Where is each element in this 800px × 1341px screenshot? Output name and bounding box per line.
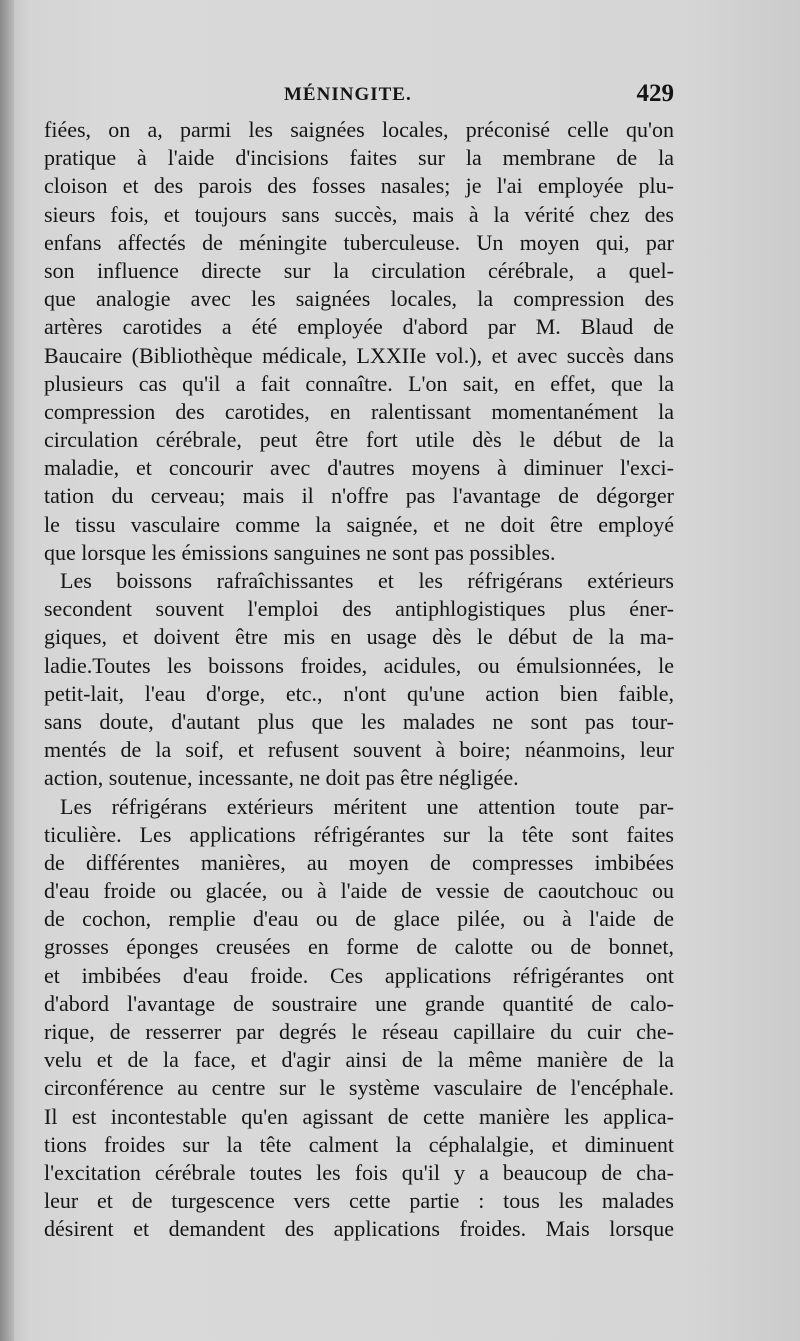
text-line: sieurs fois, et toujours sans succès, mais à la vérité chez des (44, 201, 674, 227)
text-line: de cochon, remplie d'eau ou de glace pilée, ou à l'aide de (44, 906, 674, 932)
text-line: ladie.Toutes les boissons froides, acidules, ou émulsionnées, le (44, 652, 674, 678)
text-line: cloison et des parois des fosses nasales; je l'ai employée plu- (44, 173, 674, 199)
text-line: et imbibées d'eau froide. Ces applications réfrigérantes ont (44, 962, 674, 988)
text-line: sans doute, d'autant plus que les malades ne sont pas tour- (44, 708, 674, 734)
text-line: le tissu vasculaire comme la saignée, et ne doit être employé (44, 511, 674, 537)
page-number: 429 (636, 80, 674, 107)
text-line: enfans affectés de méningite tuberculeuse. Un moyen qui, par (44, 229, 674, 255)
text-line: circonférence au centre sur le système vasculaire de l'encéphale. (44, 1075, 674, 1101)
text-line: d'abord l'avantage de soustraire une grande quantité de calo- (44, 990, 674, 1016)
text-line: tation du cerveau; mais il n'offre pas l'avantage de dégorger (44, 483, 674, 509)
text-line: fiées, on a, parmi les saignées locales, préconisé celle qu'on (44, 117, 674, 142)
text-line: désirent et demandent des applications froides. Mais lorsque (44, 1216, 674, 1242)
text-line: circulation cérébrale, peut être fort utile dès le début de la (44, 427, 674, 453)
text-line: que analogie avec les saignées locales, la compression des (44, 286, 674, 312)
text-line: tions froides sur la tête calment la céphalalgie, et diminuent (44, 1131, 674, 1157)
text-line: Il est incontestable qu'en agissant de cette manière les applica- (44, 1103, 674, 1129)
text-line: compression des carotides, en ralentissant momentanément la (44, 398, 674, 424)
body-text (44, 116, 674, 1244)
page-header (44, 80, 674, 120)
text-line: secondent souvent l'emploi des antiphlogistiques plus éner- (44, 596, 674, 622)
text-line: action, soutenue, incessante, ne doit pas être négligée. (44, 765, 519, 791)
running-title: MÉNINGITE. (284, 84, 412, 105)
text-line: pratique à l'aide d'incisions faites sur la membrane de la (44, 145, 674, 171)
text-line: ticulière. Les applications réfrigérantes sur la tête sont faites (44, 821, 674, 847)
text-line: grosses éponges creusées en forme de calotte ou de bonnet, (44, 934, 674, 960)
text-line: petit-lait, l'eau d'orge, etc., n'ont qu'une action bien faible, (44, 680, 674, 706)
text-line: artères carotides a été employée d'abord par M. Blaud de (44, 314, 674, 340)
text-line: Baucaire (Bibliothèque médicale, LXXIIe vol.), et avec succès dans (44, 342, 674, 368)
text-line: giques, et doivent être mis en usage dès le début de la ma- (44, 624, 674, 650)
text-line: Les boissons rafraîchissantes et les réfrigérans extérieurs (60, 568, 674, 593)
text-line: son influence directe sur la circulation cérébrale, a quel- (44, 257, 674, 283)
text-line: plusieurs cas qu'il a fait connaître. L'on sait, en effet, que la (44, 370, 674, 396)
text-line: d'eau froide ou glacée, ou à l'aide de vessie de caoutchouc ou (44, 878, 674, 904)
text-line: maladie, et concourir avec d'autres moyens à diminuer l'exci- (44, 455, 674, 481)
text-line: mentés de la soif, et refusent souvent à boire; néanmoins, leur (44, 737, 674, 763)
text-line: de différentes manières, au moyen de compresses imbibées (44, 849, 674, 875)
text-line: rique, de resserrer par degrés le réseau capillaire du cuir che- (44, 1019, 674, 1044)
text-line: leur et de turgescence vers cette partie : tous les malades (44, 1188, 674, 1214)
text-line: que lorsque les émissions sanguines ne sont pas possibles. (44, 539, 556, 565)
text-line: Les réfrigérans extérieurs méritent une attention toute par- (60, 793, 674, 819)
text-line: l'excitation cérébrale toutes les fois qu'il y a beaucoup de cha- (44, 1159, 674, 1185)
text-line: velu et de la face, et d'agir ainsi de la même manière de la (44, 1047, 674, 1073)
page-gutter (0, 0, 14, 1341)
